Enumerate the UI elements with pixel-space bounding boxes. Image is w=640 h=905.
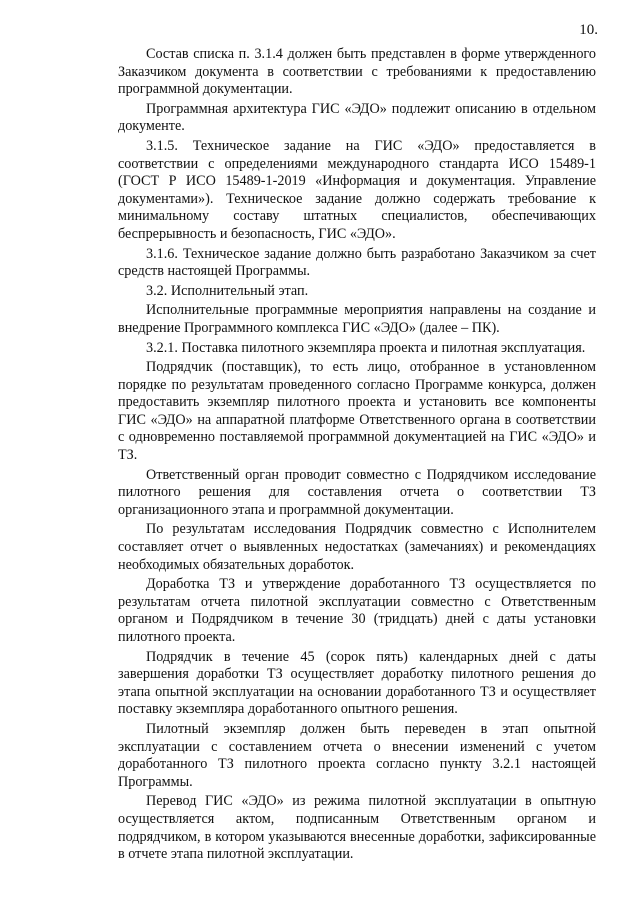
paragraph-pilot-transfer: Пилотный экземпляр должен быть переведен в этап опытной эксплуатации с составлением отчета о внесении изменений с учетом доработанного ТЗ пилотного проекта согласно пункту 3.2.1 настоящей Программы.	[118, 720, 596, 790]
paragraph-45-days: Подрядчик в течение 45 (сорок пять) календарных дней с даты завершения доработки ТЗ осуществляет доработку пилотного решения до этапа опытной эксплуатации на основании доработанного ТЗ и осуществляет поставку экземпляра доработанного опытного решения.	[118, 648, 596, 718]
paragraph-executive-measures: Исполнительные программные мероприятия направлены на создание и внедрение Программного комплекса ГИС «ЭДО» (далее – ПК).	[118, 302, 596, 336]
paragraph-architecture: Программная архитектура ГИС «ЭДО» подлежит описанию в отдельном документе.	[118, 100, 596, 135]
section-heading-3-2-1: 3.2.1. Поставка пилотного экземпляра проекта и пилотная эксплуатация.	[146, 339, 586, 356]
section-heading-3-2: 3.2. Исполнительный этап.	[146, 282, 309, 299]
page-number: 10.	[579, 22, 598, 38]
paragraph-3-1-6: 3.1.6. Техническое задание должно быть разработано Заказчиком за счет средств настоящей Программы.	[118, 245, 596, 280]
paragraph-transfer-act: Перевод ГИС «ЭДО» из режима пилотной эксплуатации в опытную осуществляется актом, подписанным Ответственным органом и	[118, 793, 596, 827]
paragraph-3-1-5: 3.1.5. Техническое задание на ГИС «ЭДО» предоставляется в соответствии с определениями международного стандарта ИСО 15489-1 (ГОСТ Р ИСО 15489-1-2019 «Информация и документация. Управление документами»). Техническое задание должно содержать требование к минимальному составу штатных специалистов, обеспечивающих беспрерывность и безопасность, ГИС «ЭДО».	[118, 137, 596, 242]
document-body	[118, 46, 596, 866]
paragraph-list-composition: Состав списка п. 3.1.4 должен быть представлен в форме утвержденного Заказчиком документа в соответствии с требованиями к предоставлению программной документации.	[118, 46, 596, 98]
paragraph-contractor: Подрядчик (поставщик), то есть лицо, отобранное в установленном порядке по результатам проведенного согласно Программе конкурса, должен предоставить экземпляр пилотного проекта и установить все компоненты ГИС «ЭДО» на аппаратной платформе Ответственного органа в соответствии с одновременно поставляемой программной документацией на ГИС «ЭДО» и ТЗ.	[118, 359, 596, 464]
paragraph-transfer-act-continued: подрядчиком, в котором указываются внесенные доработки, зафиксированные в отчете этапа пилотной эксплуатации.	[118, 828, 596, 863]
paragraph-tz-revision: Доработка ТЗ и утверждение доработанного ТЗ осуществляется по результатам отчета пилотной эксплуатации совместно с Ответственным органом и Подрядчиком в течение 30 (тридцать) дней с даты установки пилотного проекта.	[118, 576, 596, 645]
paragraph-responsible-body: Ответственный орган проводит совместно с Подрядчиком исследование пилотного решения для составления отчета о соответствии ТЗ организационного этапа и программной документации.	[118, 466, 596, 518]
paragraph-research-results: По результатам исследования Подрядчик совместно с Исполнителем составляет отчет о выявленных недостатках (замечаниях) и рекомендациях необходимых обязательных доработок.	[118, 521, 596, 573]
